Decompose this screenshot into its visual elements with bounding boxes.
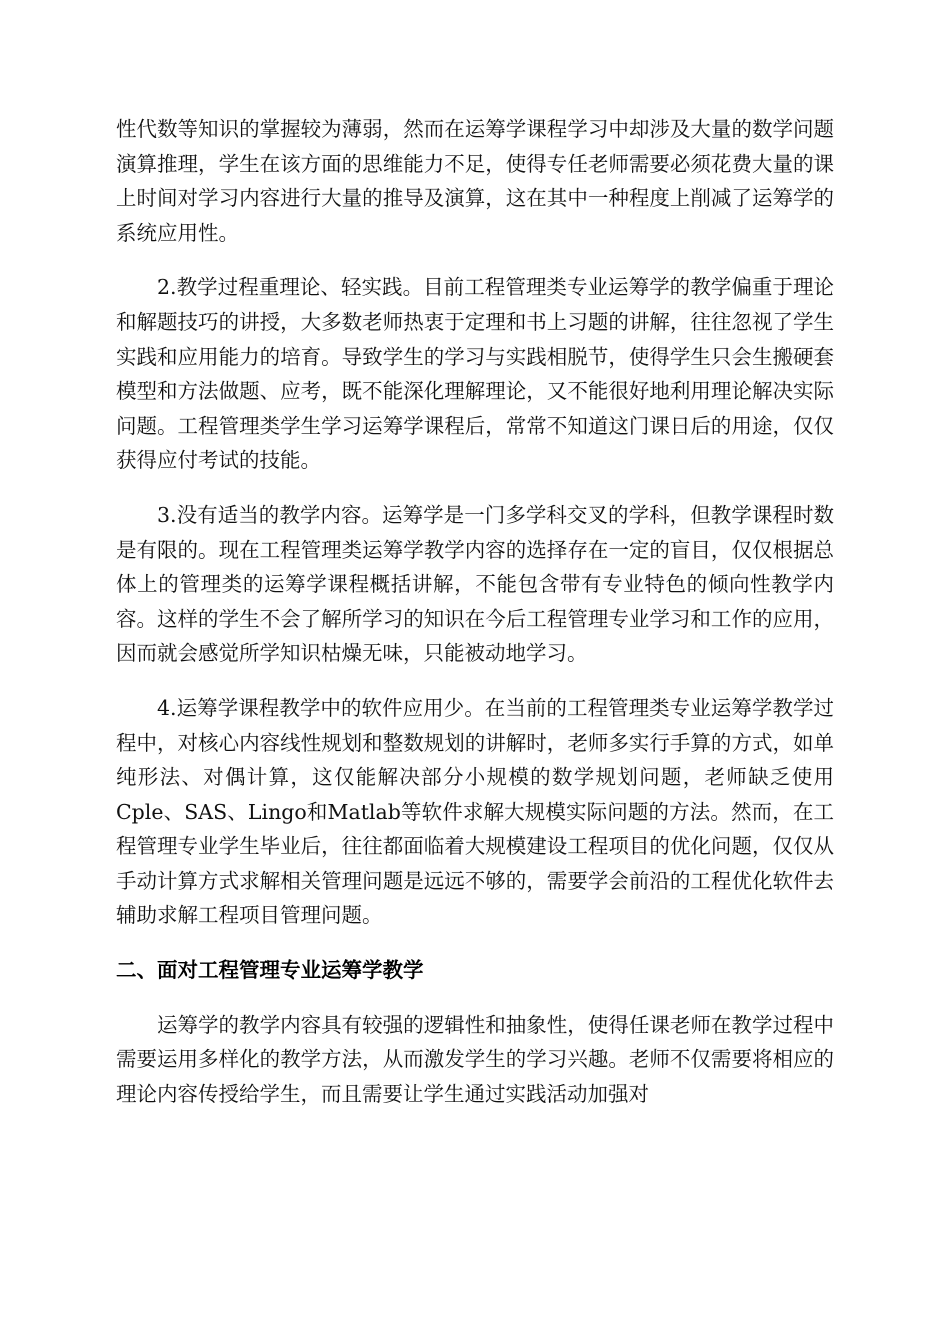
paragraph-continuation: 性代数等知识的掌握较为薄弱，然而在运筹学课程学习中却涉及大量的数学问题演算推理，学生在该方面的思维能力不足，使得专任老师需要必须花费大量的课上时间对学习内容进行大量的推导及演算，这在其中一种程度上削减了运筹学的系统应用性。 bbox=[116, 117, 834, 245]
paragraph-item-3: 3.没有适当的教学内容。运筹学是一门多学科交叉的学科，但教学课程时数是有限的。现在工程管理类运筹学教学内容的选择存在一定的盲目，仅仅根据总体上的管理类的运筹学课程概括讲解，不能包含带有专业特色的倾向性教学内容。这样的学生不会了解所学习的知识在今后工程管理专业学习和工作的应用，因而就会感觉所学知识枯燥无味，只能被动地学习。 bbox=[116, 502, 834, 666]
section-paragraph: 运筹学的教学内容具有较强的逻辑性和抽象性，使得任课老师在教学过程中需要运用多样化的教学方法，从而激发学生的学习兴趣。老师不仅需要将相应的理论内容传授给学生，而且需要让学生通过实践活动加强对 bbox=[116, 1012, 834, 1106]
section-heading: 二、面对工程管理专业运筹学教学 bbox=[116, 958, 424, 983]
paragraph-item-2: 2.教学过程重理论、轻实践。目前工程管理类专业运筹学的教学偏重于理论和解题技巧的讲授，大多数老师热衷于定理和书上习题的讲解，往往忽视了学生实践和应用能力的培育。导致学生的学习与实践相脱节，使得学生只会生搬硬套模型和方法做题、应考，既不能深化理解理论，又不能很好地利用理论解决实际问题。工程管理类学生学习运筹学课程后，常常不知道这门课日后的用途，仅仅获得应付考试的技能。 bbox=[116, 275, 834, 473]
document-page bbox=[116, 112, 834, 1131]
paragraph-item-4: 4.运筹学课程教学中的软件应用少。在当前的工程管理类专业运筹学教学过程中，对核心内容线性规划和整数规划的讲解时，老师多实行手算的方式，如单纯形法、对偶计算，这仅能解决部分小规模的数学规划问题，老师缺乏使用Cple、SAS、Lingo和Matlab等软件求解大规模实际问题的方法。然而，在工程管理专业学生毕业后，往往都面临着大规模建设工程项目的优化问题，仅仅从手动计算方式求解相关管理问题是远远不够的，需要学会前沿的工程优化软件去辅助求解工程项目管理问题。 bbox=[116, 695, 834, 928]
